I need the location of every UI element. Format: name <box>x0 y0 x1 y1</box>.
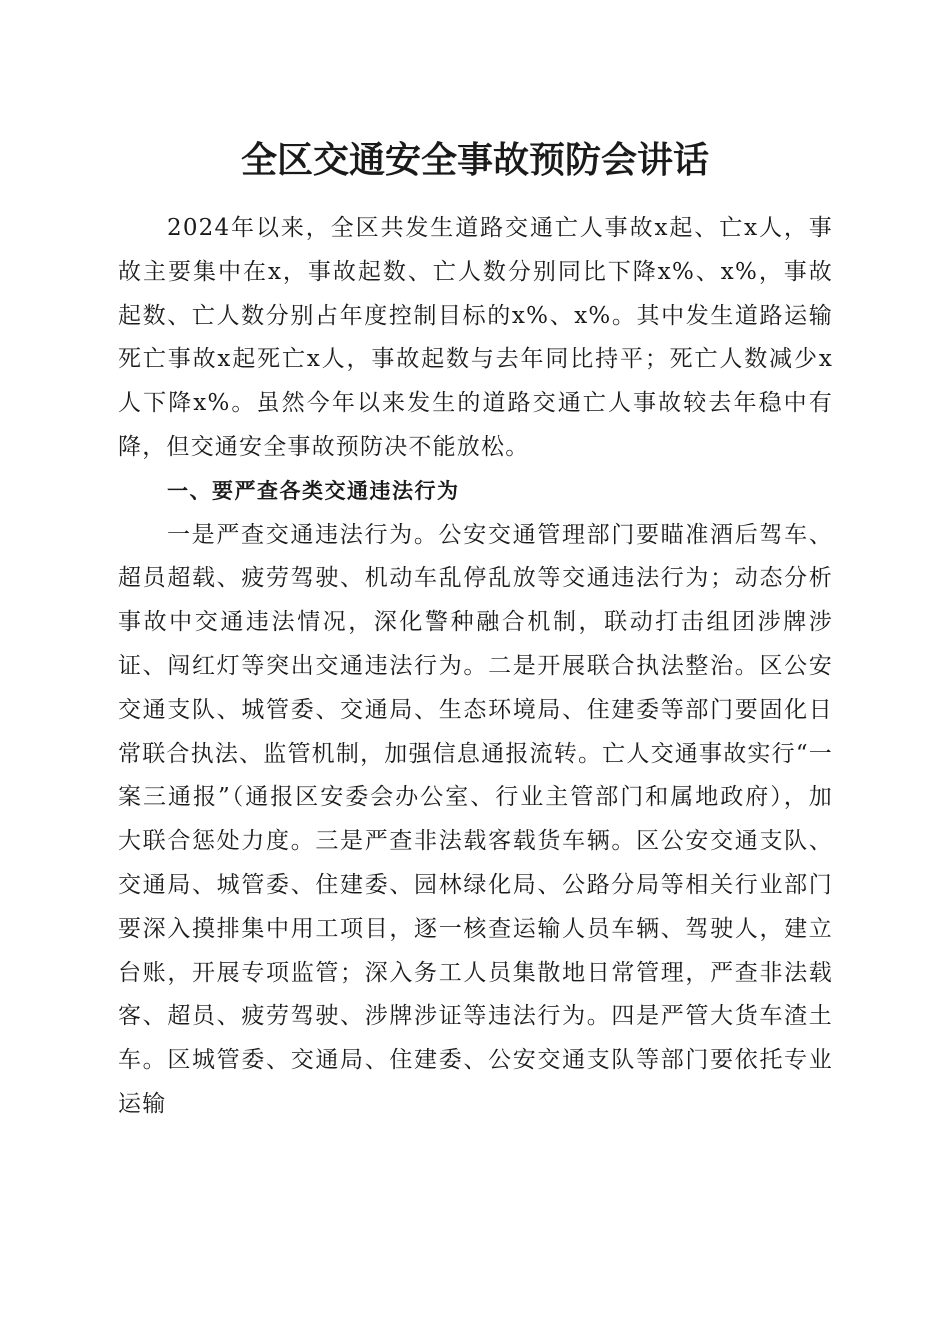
section-paragraph: 一是严查交通违法行为。公安交通管理部门要瞄准酒后驾车、超员超载、疲劳驾驶、机动车乱停乱放等交通违法行为；动态分析事故中交通违法情况，深化警种融合机制，联动打击组团涉牌涉证、闯红灯等突出交通违法行为。二是开展联合执法整治。区公安交通支队、城管委、交通局、生态环境局、住建委等部门要固化日常联合执法、监管机制，加强信息通报流转。亡人交通事故实行“一案三通报”（通报区安委会办公室、行业主管部门和属地政府），加大联合惩处力度。三是严查非法载客载货车辆。区公安交通支队、交通局、城管委、住建委、园林绿化局、公路分局等相关行业部门要深入摸排集中用工项目，逐一核查运输人员车辆、驾驶人，建立台账，开展专项监管；深入务工人员集散地日常管理，严查非法载客、超员、疲劳驾驶、涉牌涉证等违法行为。四是严管大货车渣土车。区城管委、交通局、住建委、公安交通支队等部门要依托专业运输 <box>118 521 833 1117</box>
intro-paragraph: 2024年以来，全区共发生道路交通亡人事故x起、亡x人，事故主要集中在x，事故起数、亡人数分别同比下降x%、x%，事故起数、亡人数分别占年度控制目标的x%、x%。其中发生道路运输死亡事故x起死亡x人，事故起数与去年同比持平；死亡人数减少x人下降x%。虽然今年以来发生的道路交通亡人事故较去年稳中有降，但交通安全事故预防决不能放松。 <box>118 215 833 460</box>
section-heading: 一、要严查各类交通违法行为 <box>167 478 460 503</box>
document-title: 全区交通安全事故预防会讲话 <box>240 139 709 181</box>
document-body <box>118 207 833 1127</box>
